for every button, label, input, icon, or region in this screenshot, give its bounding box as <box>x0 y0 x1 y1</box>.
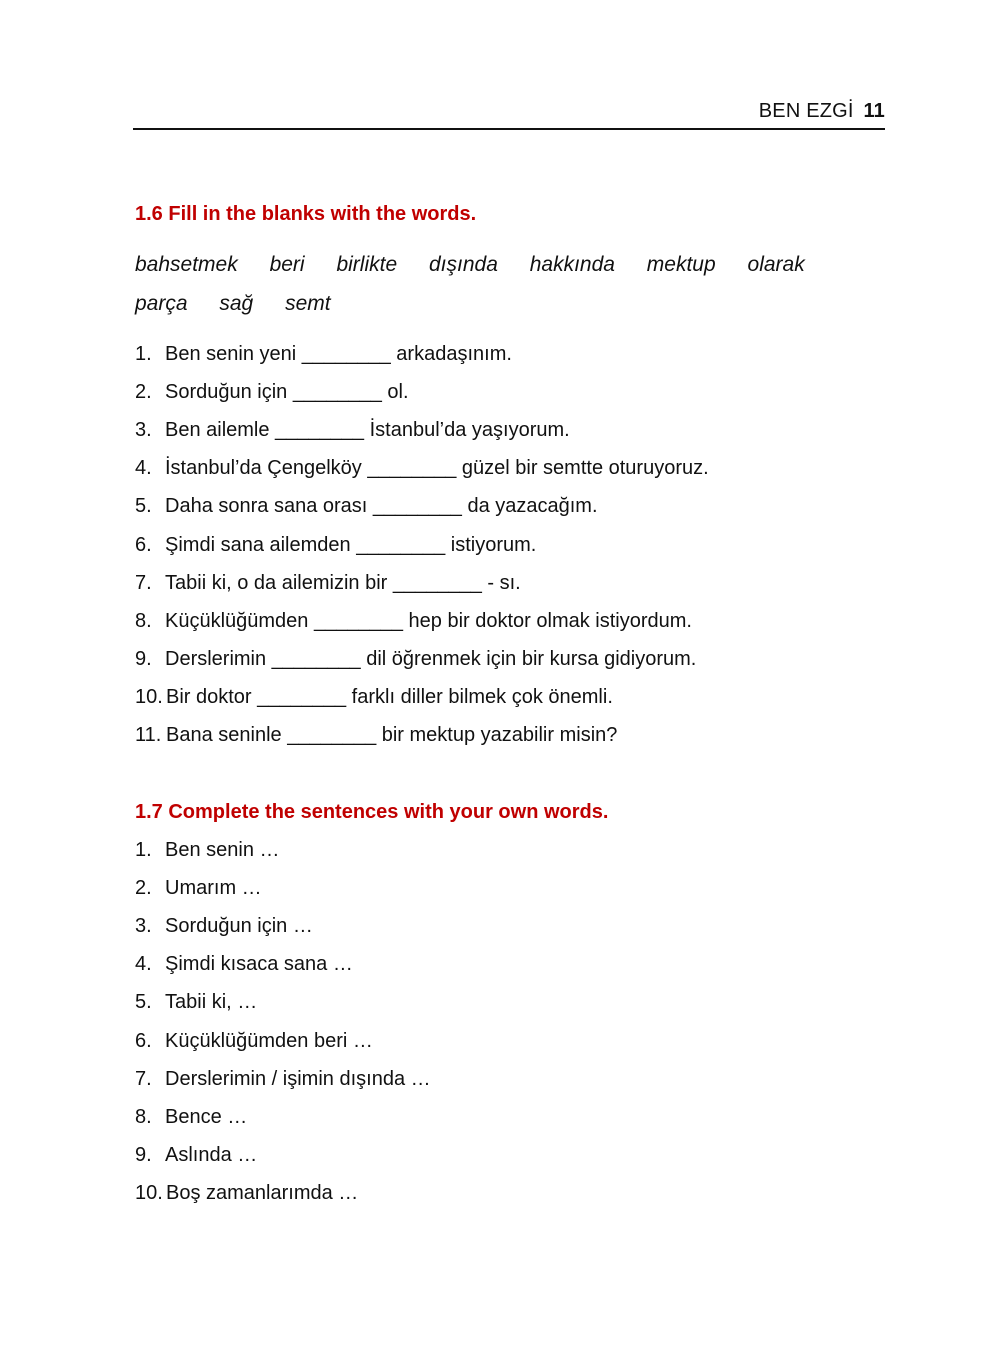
fill-blank-item <box>135 686 613 709</box>
word-bank-row-2 <box>135 292 357 316</box>
item-number: 11. <box>135 724 162 746</box>
item-number: 9. <box>135 648 152 670</box>
item-text: Bana seninle ________ bir mektup yazabilir misin? <box>166 724 618 746</box>
complete-sentence-item <box>135 877 262 900</box>
item-text: Aslında … <box>165 1144 258 1166</box>
item-text: Daha sonra sana orası ________ da yazacağım. <box>165 495 598 517</box>
complete-sentence-item <box>135 1030 373 1053</box>
complete-sentence-item <box>135 1068 431 1091</box>
page-header <box>133 98 885 130</box>
item-number: 10. <box>135 1182 163 1204</box>
item-number: 1. <box>135 343 152 365</box>
item-text: Küçüklüğümden beri … <box>165 1030 373 1052</box>
fill-blank-item <box>135 724 617 747</box>
complete-sentence-item <box>135 1106 247 1129</box>
item-number: 8. <box>135 610 152 632</box>
item-number: 8. <box>135 1106 152 1128</box>
item-text: Derslerimin / işimin dışında … <box>165 1068 431 1090</box>
item-number: 4. <box>135 953 152 975</box>
item-text: Küçüklüğümden ________ hep bir doktor olmak istiyordum. <box>165 610 692 632</box>
word-bank-item: birlikte <box>336 253 398 276</box>
item-number: 10. <box>135 686 163 708</box>
item-number: 3. <box>135 915 152 937</box>
word-bank-row-1 <box>135 253 831 277</box>
complete-sentence-item <box>135 953 353 976</box>
item-number: 4. <box>135 457 152 479</box>
item-text: Umarım … <box>165 877 262 899</box>
item-text: Bir doktor ________ farklı diller bilmek çok önemli. <box>166 686 613 708</box>
word-bank-item: hakkında <box>529 253 615 276</box>
word-bank-item: parça <box>135 292 188 315</box>
fill-blank-item <box>135 572 521 595</box>
fill-blank-item <box>135 419 570 442</box>
word-bank-item: bahsetmek <box>135 253 238 276</box>
fill-blank-item <box>135 648 696 671</box>
complete-sentence-item <box>135 1182 358 1205</box>
word-bank-item: dışında <box>428 253 498 276</box>
fill-blank-item <box>135 457 709 480</box>
item-text: Sorduğun için ________ ol. <box>165 381 409 403</box>
word-bank-item: beri <box>269 253 305 276</box>
item-text: Ben ailemle ________ İstanbul’da yaşıyorum. <box>165 419 570 441</box>
header-title: BEN EZGİ <box>758 100 854 122</box>
item-text: Bence … <box>165 1106 248 1128</box>
item-number: 7. <box>135 1068 152 1090</box>
item-number: 5. <box>135 991 152 1013</box>
item-number: 7. <box>135 572 152 594</box>
word-bank-item: semt <box>285 292 331 315</box>
item-text: Derslerimin ________ dil öğrenmek için bir kursa gidiyorum. <box>165 648 697 670</box>
fill-blank-item <box>135 343 512 366</box>
fill-blank-item <box>135 381 409 404</box>
item-text: Şimdi sana ailemden ________ istiyorum. <box>165 534 537 556</box>
item-number: 1. <box>135 839 152 861</box>
word-bank-item: sağ <box>219 292 254 315</box>
page-number: 11 <box>863 100 885 122</box>
complete-sentence-item <box>135 1144 257 1167</box>
item-number: 6. <box>135 534 152 556</box>
item-number: 3. <box>135 419 152 441</box>
item-number: 6. <box>135 1030 152 1052</box>
word-bank-item: olarak <box>747 253 805 276</box>
item-text: Tabii ki, … <box>165 991 258 1013</box>
item-text: Sorduğun için … <box>165 915 313 937</box>
item-number: 5. <box>135 495 152 517</box>
complete-sentence-item <box>135 915 313 938</box>
item-number: 2. <box>135 381 152 403</box>
item-number: 2. <box>135 877 152 899</box>
item-text: Şimdi kısaca sana … <box>165 953 353 975</box>
complete-sentence-item <box>135 839 280 862</box>
item-text: Ben senin yeni ________ arkadaşınım. <box>165 343 512 365</box>
item-number: 9. <box>135 1144 152 1166</box>
fill-blank-item <box>135 610 692 633</box>
word-bank-item: mektup <box>646 253 716 276</box>
item-text: Tabii ki, o da ailemizin bir ________ - sı. <box>165 572 521 594</box>
complete-sentence-item <box>135 991 257 1014</box>
section-title-1-6: 1.6 Fill in the blanks with the words. <box>135 203 477 225</box>
fill-blank-item <box>135 534 536 557</box>
item-text: Ben senin … <box>165 839 280 861</box>
header-text <box>759 100 885 123</box>
fill-blank-item <box>135 495 598 518</box>
section-title-1-7: 1.7 Complete the sentences with your own words. <box>135 801 609 823</box>
item-text: Boş zamanlarımda … <box>166 1182 359 1204</box>
item-text: İstanbul’da Çengelköy ________ güzel bir semtte oturuyoruz. <box>165 457 709 479</box>
